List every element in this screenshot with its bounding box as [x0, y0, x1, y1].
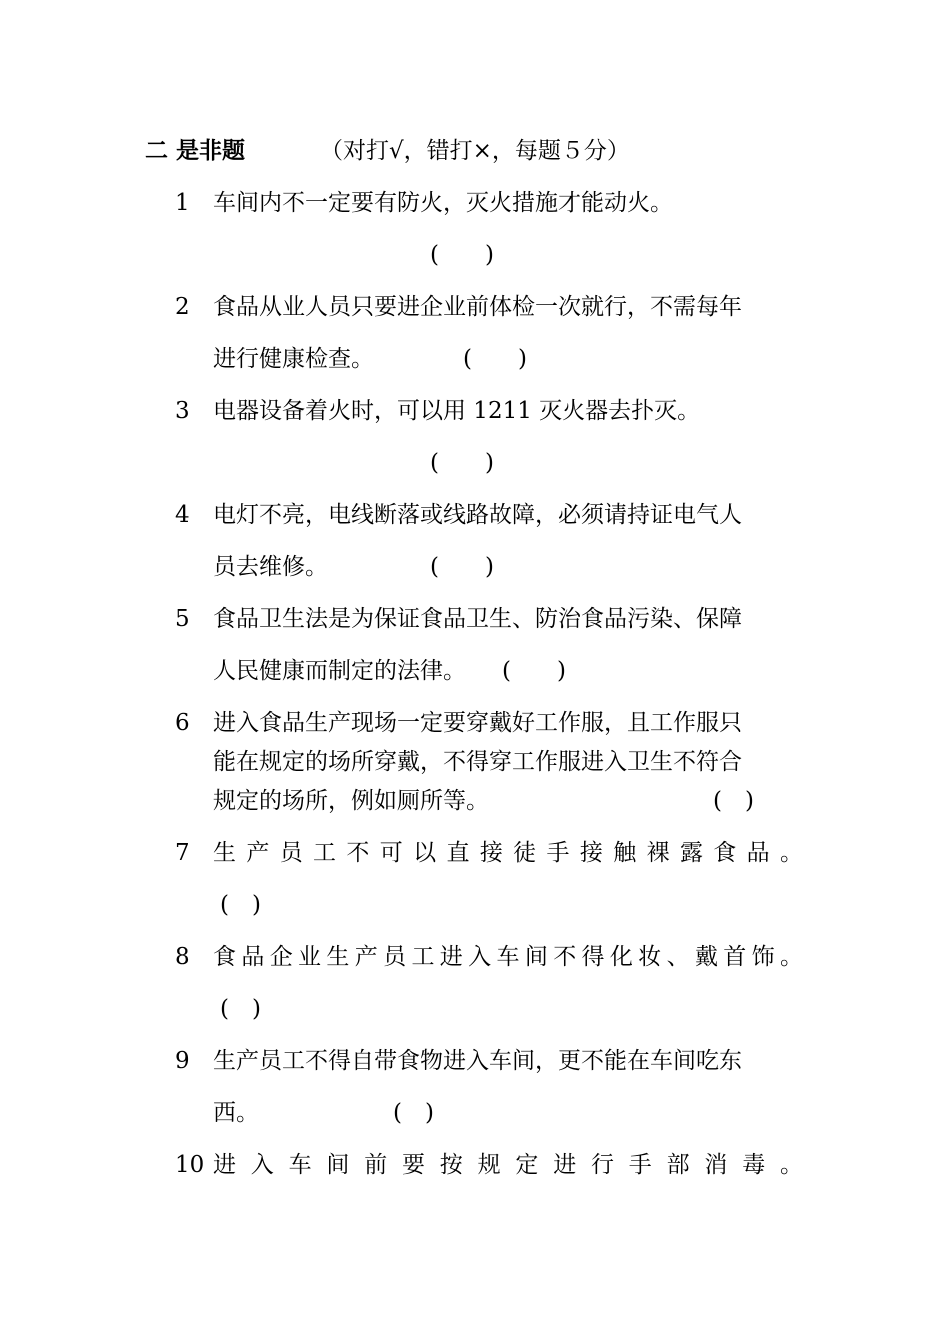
question-text: 人民健康而制定的法律。 [213, 658, 466, 684]
question-text: 能在规定的场所穿戴，不得穿工作服进入卫生不符合 [213, 749, 742, 775]
question-number: 7 [175, 840, 190, 866]
section-instruction: （对打√，错打×，每题５分） [320, 138, 630, 164]
question-text: 规定的场所，例如厕所等。 [213, 788, 489, 814]
answer-blank: ( ) [463, 346, 527, 372]
question-number: 4 [175, 502, 190, 528]
answer-blank: ( ) [713, 788, 754, 814]
answer-blank: ( ) [430, 242, 494, 268]
question-text: 西。 [213, 1100, 259, 1126]
answer-blank: ( ) [220, 892, 261, 918]
question-text: 员去维修。 [213, 554, 328, 580]
answer-blank: ( ) [393, 1100, 434, 1126]
answer-blank: ( ) [502, 658, 566, 684]
section-title: 二 是非题 [145, 137, 246, 164]
question-text: 进入车间前要按规定进行手部消毒。 [213, 1152, 803, 1178]
answer-blank: ( ) [430, 450, 494, 476]
question-text: 电灯不亮，电线断落或线路故障，必须请持证电气人 [213, 502, 742, 528]
answer-blank: ( ) [220, 996, 261, 1022]
question-text: 食品从业人员只要进企业前体检一次就行，不需每年 [213, 294, 742, 320]
question-text: 食品企业生产员工进入车间不得化妆、戴首饰。 [213, 944, 803, 970]
question-text: 车间内不一定要有防火，灭火措施才能动火。 [213, 190, 673, 216]
question-text: 进行健康检查。 [213, 346, 374, 372]
question-number: 5 [175, 606, 190, 632]
question-number: 2 [175, 294, 190, 320]
question-number: 6 [175, 710, 190, 736]
question-number: 8 [175, 944, 190, 970]
question-text: 食品卫生法是为保证食品卫生、防治食品污染、保障 [213, 606, 742, 632]
question-text: 电器设备着火时，可以用 1211 灭火器去扑灭。 [213, 398, 701, 424]
answer-blank: ( ) [430, 554, 494, 580]
question-number: 10 [175, 1152, 205, 1178]
question-text: 生产员工不得自带食物进入车间，更不能在车间吃东 [213, 1048, 742, 1074]
question-number: 1 [175, 190, 190, 216]
question-text: 进入食品生产现场一定要穿戴好工作服，且工作服只 [213, 710, 742, 736]
question-number: 9 [175, 1048, 190, 1074]
question-text: 生产员工不可以直接徒手接触裸露食品。 [213, 840, 803, 866]
question-number: 3 [175, 398, 190, 424]
